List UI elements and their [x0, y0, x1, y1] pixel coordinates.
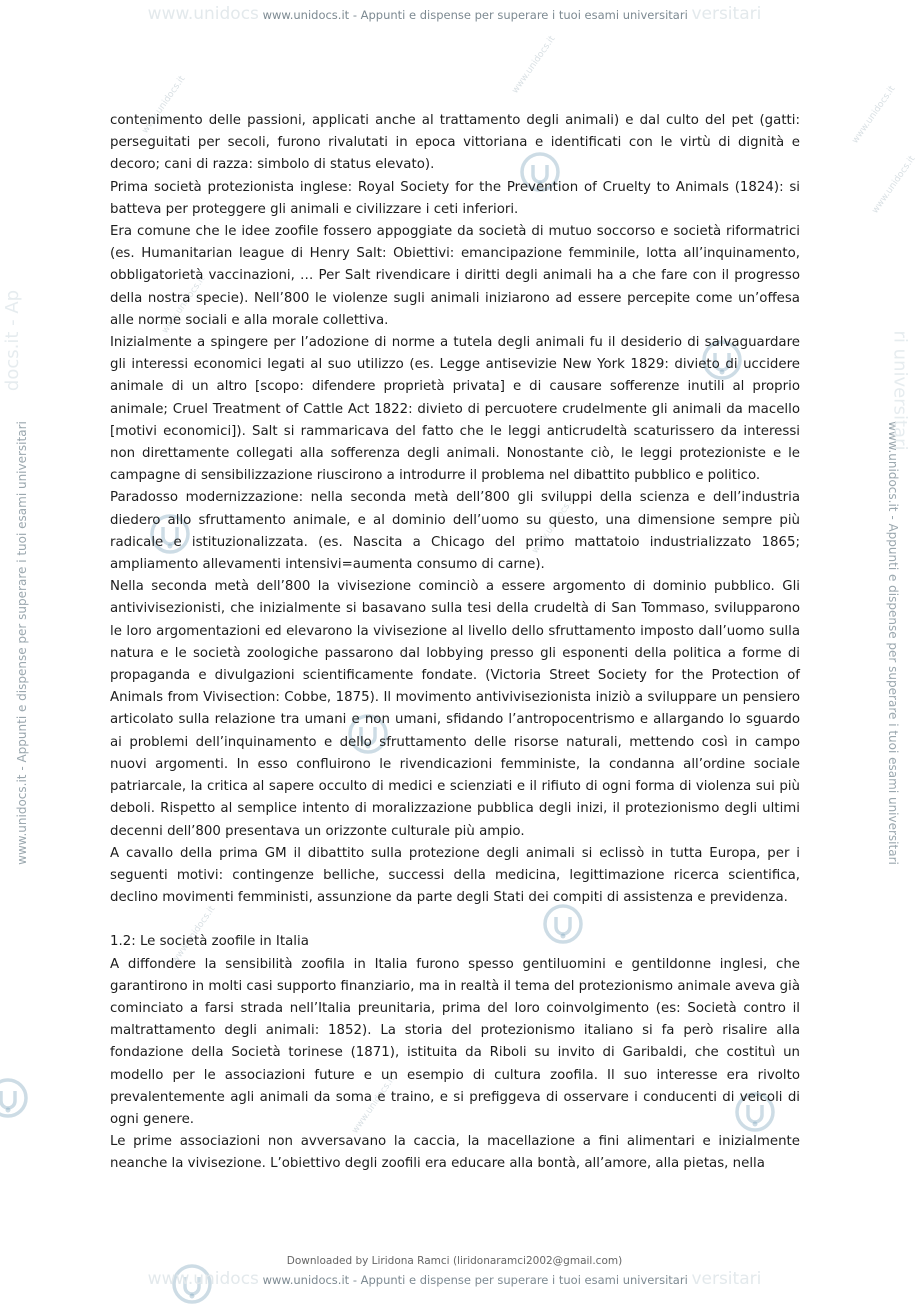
diagonal-watermark: www.unidocs.it: [140, 74, 188, 136]
footer-ghost-right: versitari: [691, 1269, 762, 1289]
left-ghost-watermark: docs.it - Ap: [2, 289, 24, 392]
diagonal-watermark: www.unidocs.it: [350, 1074, 398, 1136]
paragraph: Inizialmente a spingere per l’adozione di norme a tutela degli animali fu il desiderio di salvaguardare gli interessi economici legati al suo utilizzo (es. Legge antisevizie New York 1829: divieto di uccidere animale di un altro [scopo: difendere proprietà privata] e di causare sofferenze inutili al proprio animale; Cruel Treatment of Cattle Act 1822: divieto di percuotere crudelmente gli animali da macello [motivi economici]). Salt si rammaricava del fatto che le leggi anticrudeltà scaturissero da interessi non direttamente collegati alla sofferenza degli animali. Nonostante ciò, le leggi protezioniste e le campagne di sensibilizzazione riuscirono a introdurre il problema nel dibattito pubblico e politico.: [110, 335, 800, 484]
right-ghost-watermark: ri universitari: [889, 330, 911, 451]
diagonal-watermark: www.unidocs.it: [530, 494, 578, 556]
paragraph: contenimento delle passioni, applicati anche al trattamento degli animali) e dal culto del pet (gatti: perseguitati per secoli, furono rivalutati in epoca vittoriana e identificati con le virtù di dignità e decoro; cani di razza: simbolo di status elevato).: [110, 113, 800, 173]
header-watermark: [0, 4, 909, 24]
paragraph: Era comune che le idee zoofile fossero appoggiate da società di mutuo soccorso e società riformatrici (es. Humanitarian league di Henry Salt: Obiettivi: emancipazione femminile, lotta all’inquinamento, obbligatorietà vaccinazioni, … Per Salt rivendicare i diritti degli animali ha a che fare con il progresso della nostra specie). Nell’800 le violenze sugli animali iniziarono ad essere percepite come un’offesa alle norme sociali e alla morale collettiva.: [110, 224, 800, 328]
diagonal-watermark: www.unidocs.it: [510, 34, 558, 96]
paragraph: Nella seconda metà dell’800 la vivisezione cominciò a essere argomento di dominio pubblico. Gli antivivisezionisti, che inizialmente si basavano sulla tesi della crudeltà di San Tommaso, svilupparono le loro argomentazioni ed elevarono la vivisezione al livello dello sfruttamento imposto dall’uomo sulla natura e le società zoologiche passarono dal lobbying presso gli esponenti della politica a forme di propaganda e divulgazioni scientificamente fondate. (Victoria Street Society for the Protection of Animals from Vivisection: Cobbe, 1875). Il movimento antivivisezionista iniziò a sviluppare un pensiero articolato sulla relazione tra umani e non umani, sfidando l’antropocentrismo e allargando lo sguardo ai problemi dell’inquinamento e dello sfruttamento delle risorse naturali, mettendo così in campo nuovi argomenti. In esso confluirono le rivendicazioni femministe, la condanna all’ordine sociale patriarcale, la critica al sapere occulto di medici e scienziati e il rifiuto di ogni forma di violenza sui più deboli. Rispetto al semplice intento di moralizzazione pubblica degli inizi, il protezionismo degli ultimi decenni dell’800 presentava un orizzonte culturale più ampio.: [110, 579, 800, 839]
paragraph: A diffondere la sensibilità zoofila in Italia furono spesso gentiluomini e gentildonne inglesi, che garantirono in molti casi supporto finanziario, ma in realtà il tema del protezionismo animale aveva già cominciato a farsi strada nell’Italia preunitaria, prima del loro coinvolgimento (es: Società contro il maltrattamento degli animali: 1852). La storia del protezionismo italiano si fa però risalire alla fondazione della Società torinese (1871), istituita da Riboli su invito di Garibaldi, che costituì un modello per le associazioni future e un esempio di cultura zoofila. Il suo interesse era rivolto prevalentemente agli animali da soma e traino, e si prefiggeva di osservare i conducenti di veicoli di ogni genere.: [110, 956, 800, 1127]
paragraph: Prima società protezionista inglese: Royal Society for the Prevention of Cruelty to Animals (1824): si batteva per proteggere gli animali e civilizzare i ceti inferiori.: [110, 179, 800, 217]
unidocs-logo-icon: [0, 1076, 30, 1120]
document-body: [110, 110, 800, 1176]
section-heading: 1.2: Le società zoofile in Italia: [110, 934, 309, 950]
diagonal-watermark: www.unidocs.it: [170, 904, 218, 966]
paragraph: A cavallo della prima GM il dibattito sulla protezione degli animali si eclissò in tutta Europa, per i seguenti motivi: contingenze belliche, successi della medicina, legittimazione ricerca scientifica, declino movimenti femministi, assunzione da parte degli Stati dei compiti di assistenza e previdenza.: [110, 845, 800, 906]
header-ghost-right: versitari: [691, 4, 762, 24]
footer-watermark: [0, 1269, 909, 1289]
header-watermark-text: www.unidocs.it - Appunti e dispense per superare i tuoi esami universitari: [262, 8, 688, 22]
footer-ghost-left: www.unidocs: [147, 1269, 259, 1289]
downloaded-by-note: Downloaded by Liridona Ramci (liridonaramci2002@gmail.com): [286, 1255, 623, 1267]
diagonal-watermark: www.unidocs.it: [850, 84, 898, 146]
footer-watermark-text: www.unidocs.it - Appunti e dispense per superare i tuoi esami universitari: [262, 1273, 688, 1287]
diagonal-watermark: www.unidocs.it: [160, 274, 208, 336]
right-side-watermark: www.unidocs.it - Appunti e dispense per superare i tuoi esami universitari: [886, 421, 900, 865]
paragraph: Le prime associazioni non avversavano la caccia, la macellazione a fini alimentari e inizialmente neanche la vivisezione. L’obiettivo degli zoofili era educare alla bontà, all’amore, alla pietas, nella: [110, 1134, 800, 1172]
left-side-watermark: www.unidocs.it - Appunti e dispense per superare i tuoi esami universitari: [15, 421, 29, 865]
header-ghost-left: www.unidocs: [147, 4, 259, 24]
diagonal-watermark: www.unidocs.it: [870, 154, 917, 216]
paragraph: Paradosso modernizzazione: nella seconda metà dell’800 gli sviluppi della scienza e dell’industria diedero allo sfruttamento animale, e al dominio dell’uomo su questo, una dimensione sempre più radicale e istituzionalizzata. (es. Nascita a Chicago del primo mattatoio industrializzato 1865; ampliamento allevamenti intensivi=aumenta consumo di carne).: [110, 490, 800, 573]
